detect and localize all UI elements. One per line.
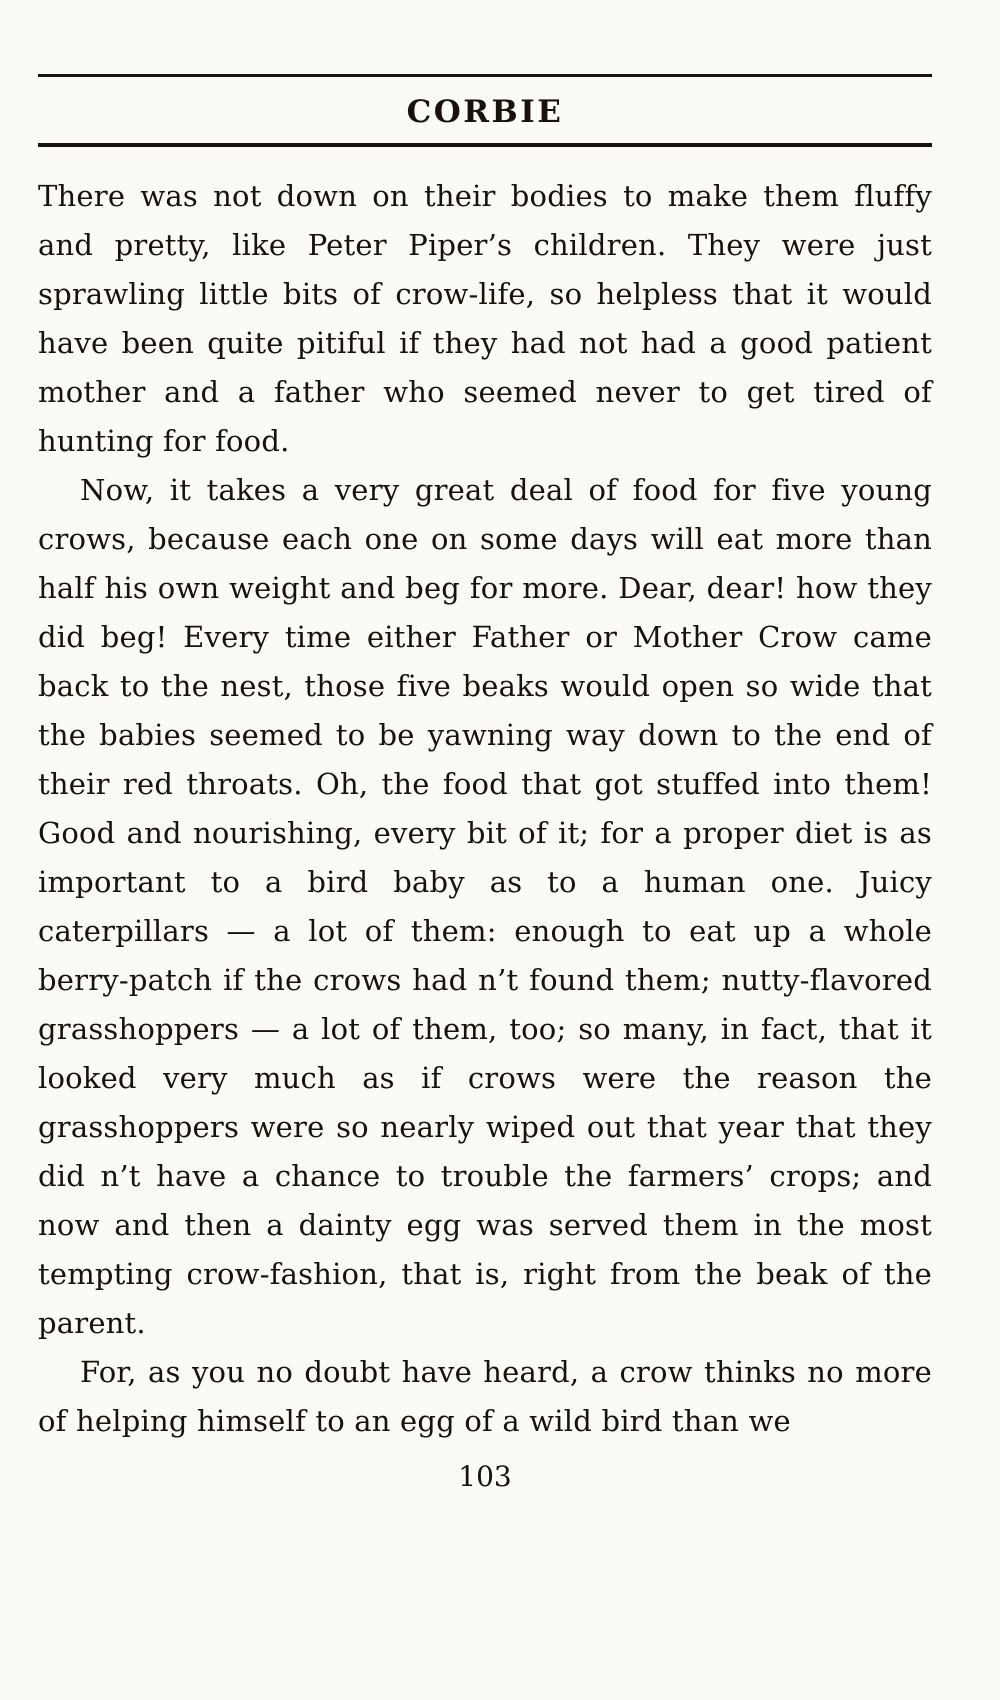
- running-head-title: CORBIE: [406, 94, 564, 130]
- header-rule-bottom: [38, 143, 932, 147]
- paragraph-1: There was not down on their bodies to make them fluffy and pretty, like Peter Piper’s children. They were just sprawling little bits of crow-life, so helpless that it would have been quite pitiful if they had not had a good patient mother and a father who seemed never to get tired of hunting for food.: [38, 179, 932, 458]
- book-page: [0, 74, 1000, 1700]
- page-number: 103: [458, 1460, 512, 1493]
- paragraph-2: Now, it takes a very great deal of food for five young crows, because each one on some days will eat more than half his own weight and beg for more. Dear, dear! how they did beg! Every time either Father or Mother Crow came back to the nest, those five beaks would open so wide that the babies seemed to be yawning way down to the end of their red throats. Oh, the food that got stuffed into them! Good and nourishing, every bit of it; for a proper diet is as important to a bird baby as to a human one. Juicy caterpillars — a lot of them: enough to eat up a whole berry-patch if the crows had n’t found them; nutty-flavored grasshoppers — a lot of them, too; so many, in fact, that it looked very much as if crows were the reason the grasshoppers were so nearly wiped out that year that they did n’t have a chance to trouble the farmers’ crops; and now and then a dainty egg was served them in the most tempting crow-fashion, that is, right from the beak of the parent.: [38, 473, 932, 1340]
- paragraph-3: For, as you no doubt have heard, a crow thinks no more of helping himself to an egg of a wild bird than we: [38, 1355, 932, 1438]
- page-body-text: [38, 172, 932, 1446]
